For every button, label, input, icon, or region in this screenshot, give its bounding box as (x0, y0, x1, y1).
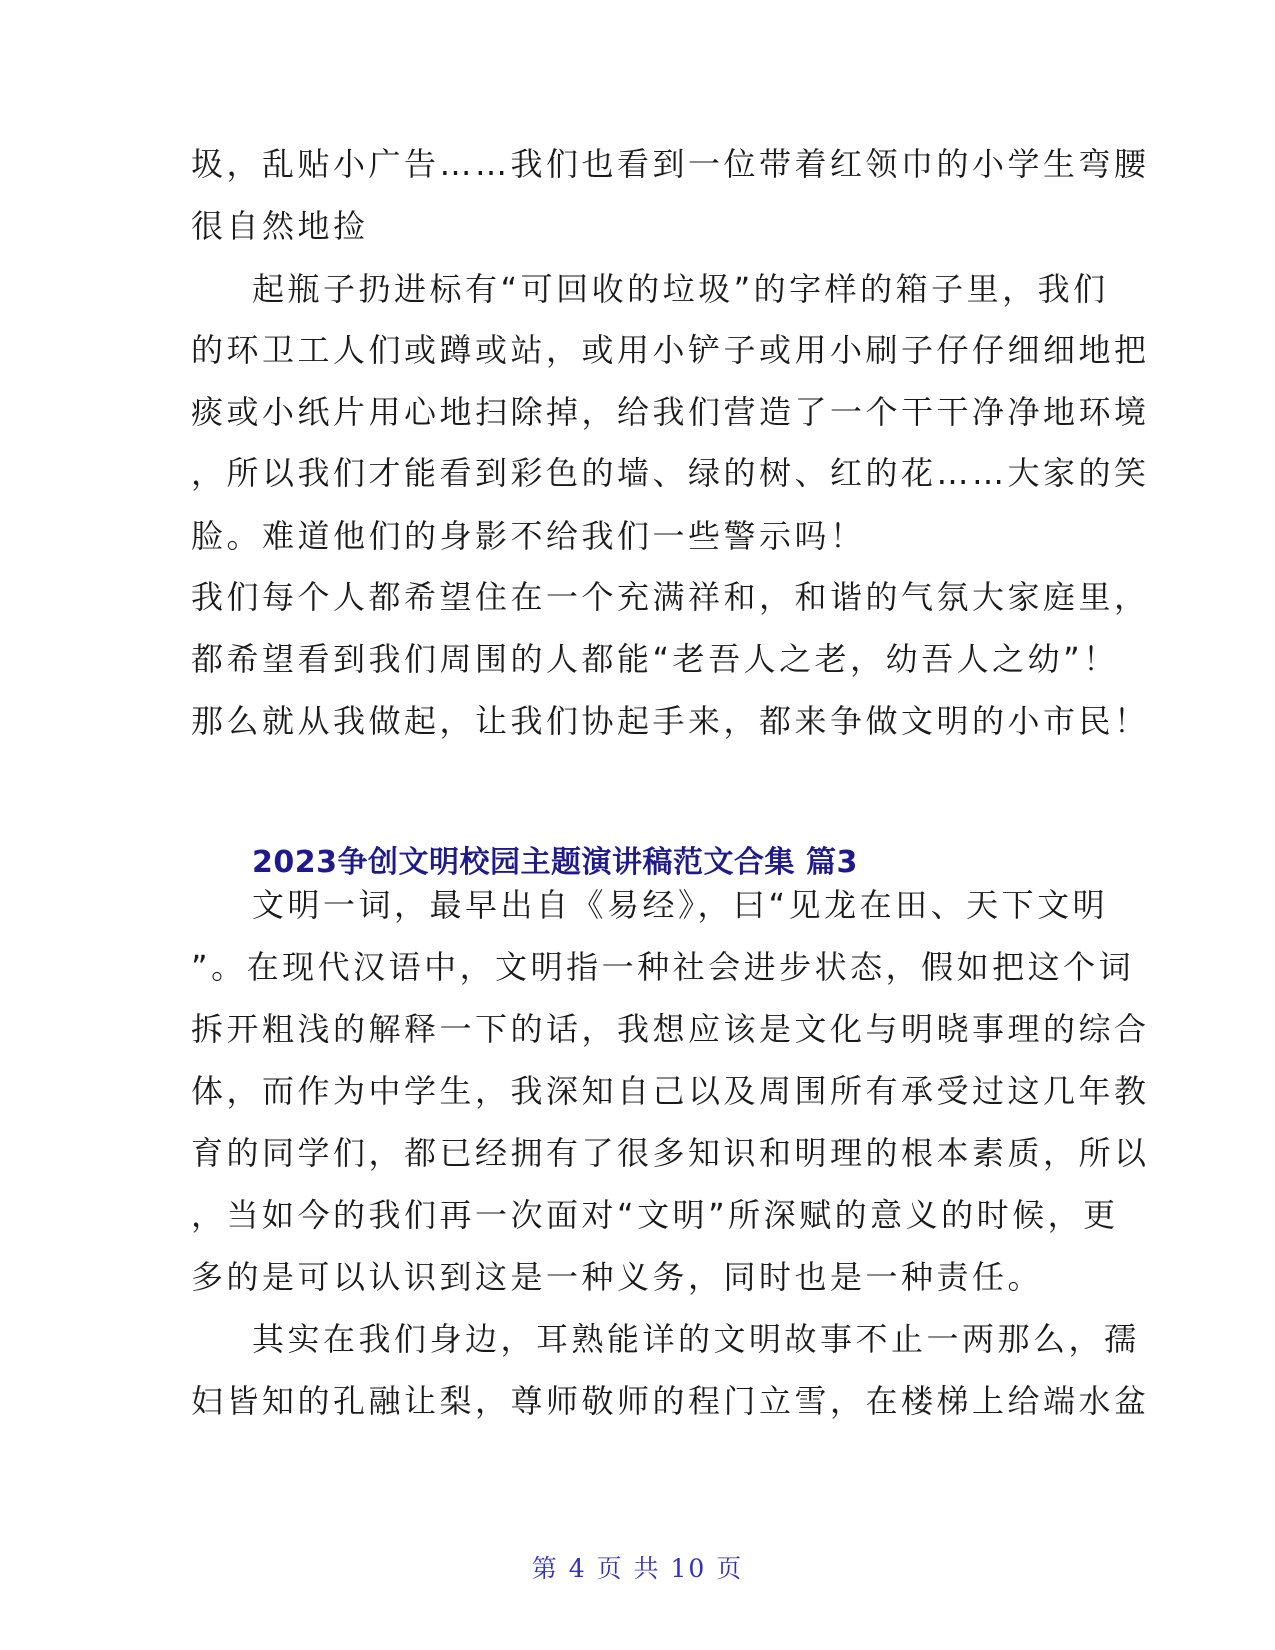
text-line: ，所以我们才能看到彩色的墙、绿的树、红的花……大家的笑 (191, 454, 1150, 492)
text-line: 文明一词，最早出自《易经》，曰“见龙在田、天下文明 (252, 886, 1109, 924)
text-line: 很自然地捡 (191, 207, 369, 245)
text-line: 拆开粗浅的解释一下的话，我想应该是文化与明晓事理的综合 (191, 1010, 1150, 1048)
text-line: 体，而作为中学生，我深知自己以及周围所有承受过这几年教 (191, 1072, 1150, 1110)
text-line: 那么就从我做起，让我们协起手来，都来争做文明的小市民！ (191, 702, 1150, 740)
text-line: 起瓶子扔进标有“可回收的垃圾”的字样的箱子里，我们 (252, 270, 1109, 308)
section-heading: 2023争创文明校园主题演讲稿范文合集 篇3 (252, 845, 858, 880)
text-line: ”。在现代汉语中，文明指一种社会进步状态，假如把这个词 (191, 948, 1135, 986)
text-line: 痰或小纸片用心地扫除掉，给我们营造了一个干干净净地环境 (191, 393, 1150, 431)
text-line: 的环卫工人们或蹲或站，或用小铲子或用小刷子仔仔细细地把 (191, 331, 1150, 369)
text-line: 脸。难道他们的身影不给我们一些警示吗！ (191, 517, 866, 555)
text-line: 其实在我们身边，耳熟能详的文明故事不止一两那么，孺 (252, 1320, 1140, 1358)
text-line: 都希望看到我们周围的人都能“老吾人之老，幼吾人之幼”！ (191, 640, 1119, 678)
page-number: 第 4 页 共 10 页 (531, 1554, 744, 1583)
text-line: 圾，乱贴小广告……我们也看到一位带着红领巾的小学生弯腰 (191, 145, 1150, 183)
text-line: 育的同学们，都已经拥有了很多知识和明理的根本素质，所以 (191, 1134, 1150, 1172)
text-line: 多的是可以认识到这是一种义务，同时也是一种责任。 (191, 1258, 1044, 1296)
text-line: 我们每个人都希望住在一个充满祥和，和谐的气氛大家庭里， (191, 578, 1150, 616)
text-line: ，当如今的我们再一次面对“文明”所深赋的意义的时候，更 (191, 1196, 1119, 1234)
text-line: 妇皆知的孔融让梨，尊师敬师的程门立雪，在楼梯上给端水盆 (191, 1382, 1150, 1420)
